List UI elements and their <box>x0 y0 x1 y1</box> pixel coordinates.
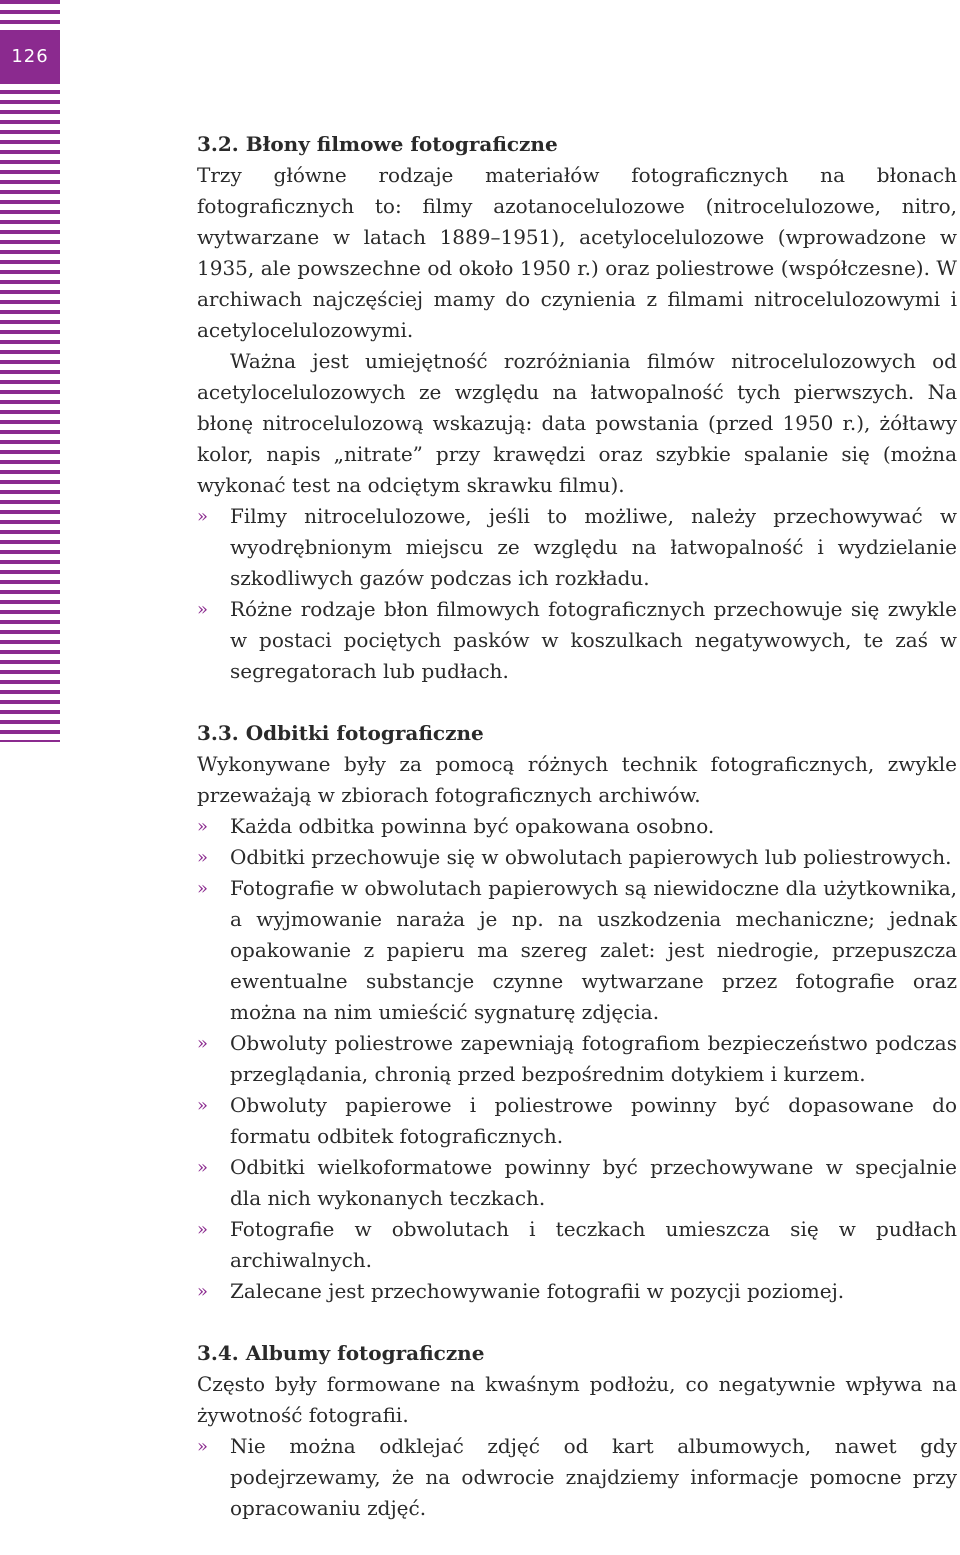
list-item-text: Fotografie w obwolutach i teczkach umieszcza się w pudłach archiwalnych. <box>230 1217 957 1272</box>
section-heading: 3.3. Odbitki fotograficzne <box>197 721 484 745</box>
paragraph: Ważna jest umiejętność rozróżniania filmów nitrocelulozowych od acetylocelulozowych ze względu na łatwopalność tych pierwszych. Na błonę nitrocelulozową wskazują: data powstania (przed 1950 r.), żółtawy kolor, napis „nitrate” przy krawędzi oraz szybkie spalanie się (można wykonać test na odciętym skrawku filmu). <box>197 349 957 497</box>
list-item <box>197 811 957 842</box>
bullet-marker: » <box>197 816 209 837</box>
list-item <box>197 1090 957 1152</box>
bullet-list <box>197 1431 957 1524</box>
bullet-list <box>197 501 957 687</box>
bullet-marker: » <box>197 1219 209 1240</box>
paragraph: Wykonywane były za pomocą różnych technik fotograficznych, zwykle przeważają w zbiorach fotograficznych archiwów. <box>197 752 957 807</box>
bullet-marker: » <box>197 1281 209 1302</box>
bullet-marker: » <box>197 847 209 868</box>
list-item <box>197 873 957 1028</box>
bullet-list <box>197 811 957 1307</box>
list-item-text: Obwoluty papierowe i poliestrowe powinny być dopasowane do formatu odbitek fotograficznych. <box>230 1093 957 1148</box>
list-item <box>197 501 957 594</box>
section-heading: 3.4. Albumy fotograficzne <box>197 1341 485 1365</box>
list-item <box>197 1028 957 1090</box>
list-item <box>197 1431 957 1524</box>
section-heading: 3.2. Błony filmowe fotograficzne <box>197 132 558 156</box>
paragraph: Trzy główne rodzaje materiałów fotograficznych na błonach fotograficznych to: filmy azotanocelulozowe (nitrocelulozowe, nitro, wytwarzane w latach 1889–1951), acetylocelulozowe (wprowadzone w 1935, ale powszechne od około 1950 r.) oraz poliestrowe (współczesne). W archiwach najczęściej mamy do czynienia z filmami nitrocelulozowymi i acetylocelulozowymi. <box>197 163 957 342</box>
bullet-marker: » <box>197 1157 209 1178</box>
bullet-marker: » <box>197 1436 209 1457</box>
list-item-text: Odbitki wielkoformatowe powinny być przechowywane w specjalnie dla nich wykonanych teczkach. <box>230 1155 957 1210</box>
list-item-text: Filmy nitrocelulozowe, jeśli to możliwe, należy przechowywać w wyodrębnionym miejscu ze względu na łatwopalność i wydzielanie szkodliwych gazów podczas ich rozkładu. <box>230 504 957 590</box>
list-item-text: Nie można odklejać zdjęć od kart albumowych, nawet gdy podejrzewamy, że na odwrocie znajdziemy informacje pomocne przy opracowaniu zdjęć. <box>230 1434 957 1520</box>
list-item-text: Obwoluty poliestrowe zapewniają fotografiom bezpieczeństwo podczas przeglądania, chronią przed bezpośrednim dotykiem i kurzem. <box>230 1031 957 1086</box>
list-item <box>197 1276 957 1307</box>
decorative-stripes <box>0 0 60 742</box>
list-item <box>197 594 957 687</box>
bullet-marker: » <box>197 599 209 620</box>
section-3-2 <box>197 129 957 687</box>
page-content <box>197 129 957 1555</box>
page-number: 126 <box>0 34 60 80</box>
list-item <box>197 842 957 873</box>
bullet-marker: » <box>197 506 209 527</box>
section-3-3 <box>197 718 957 1307</box>
section-3-4 <box>197 1338 957 1524</box>
list-item-text: Każda odbitka powinna być opakowana osobno. <box>230 814 715 838</box>
list-item-text: Zalecane jest przechowywanie fotografii w pozycji poziomej. <box>230 1279 845 1303</box>
list-item <box>197 1152 957 1214</box>
list-item-text: Różne rodzaje błon filmowych fotograficznych przechowuje się zwykle w postaci pociętych pasków w koszulkach negatywowych, te zaś w segregatorach lub pudłach. <box>230 597 957 683</box>
bullet-marker: » <box>197 1033 209 1054</box>
list-item-text: Odbitki przechowuje się w obwolutach papierowych lub poliestrowych. <box>230 845 952 869</box>
paragraph: Często były formowane na kwaśnym podłożu, co negatywnie wpływa na żywotność fotografii. <box>197 1372 957 1427</box>
bullet-marker: » <box>197 1095 209 1116</box>
list-item-text: Fotografie w obwolutach papierowych są niewidoczne dla użytkownika, a wyjmowanie naraża je np. na uszkodzenia mechaniczne; jednak opakowanie z papieru ma szereg zalet: jest niedrogie, przepuszcza ewentualne substancje czynne wytwarzane przez fotografie oraz można na nim umieścić sygnaturę zdjęcia. <box>230 876 957 1024</box>
list-item <box>197 1214 957 1276</box>
bullet-marker: » <box>197 878 209 899</box>
